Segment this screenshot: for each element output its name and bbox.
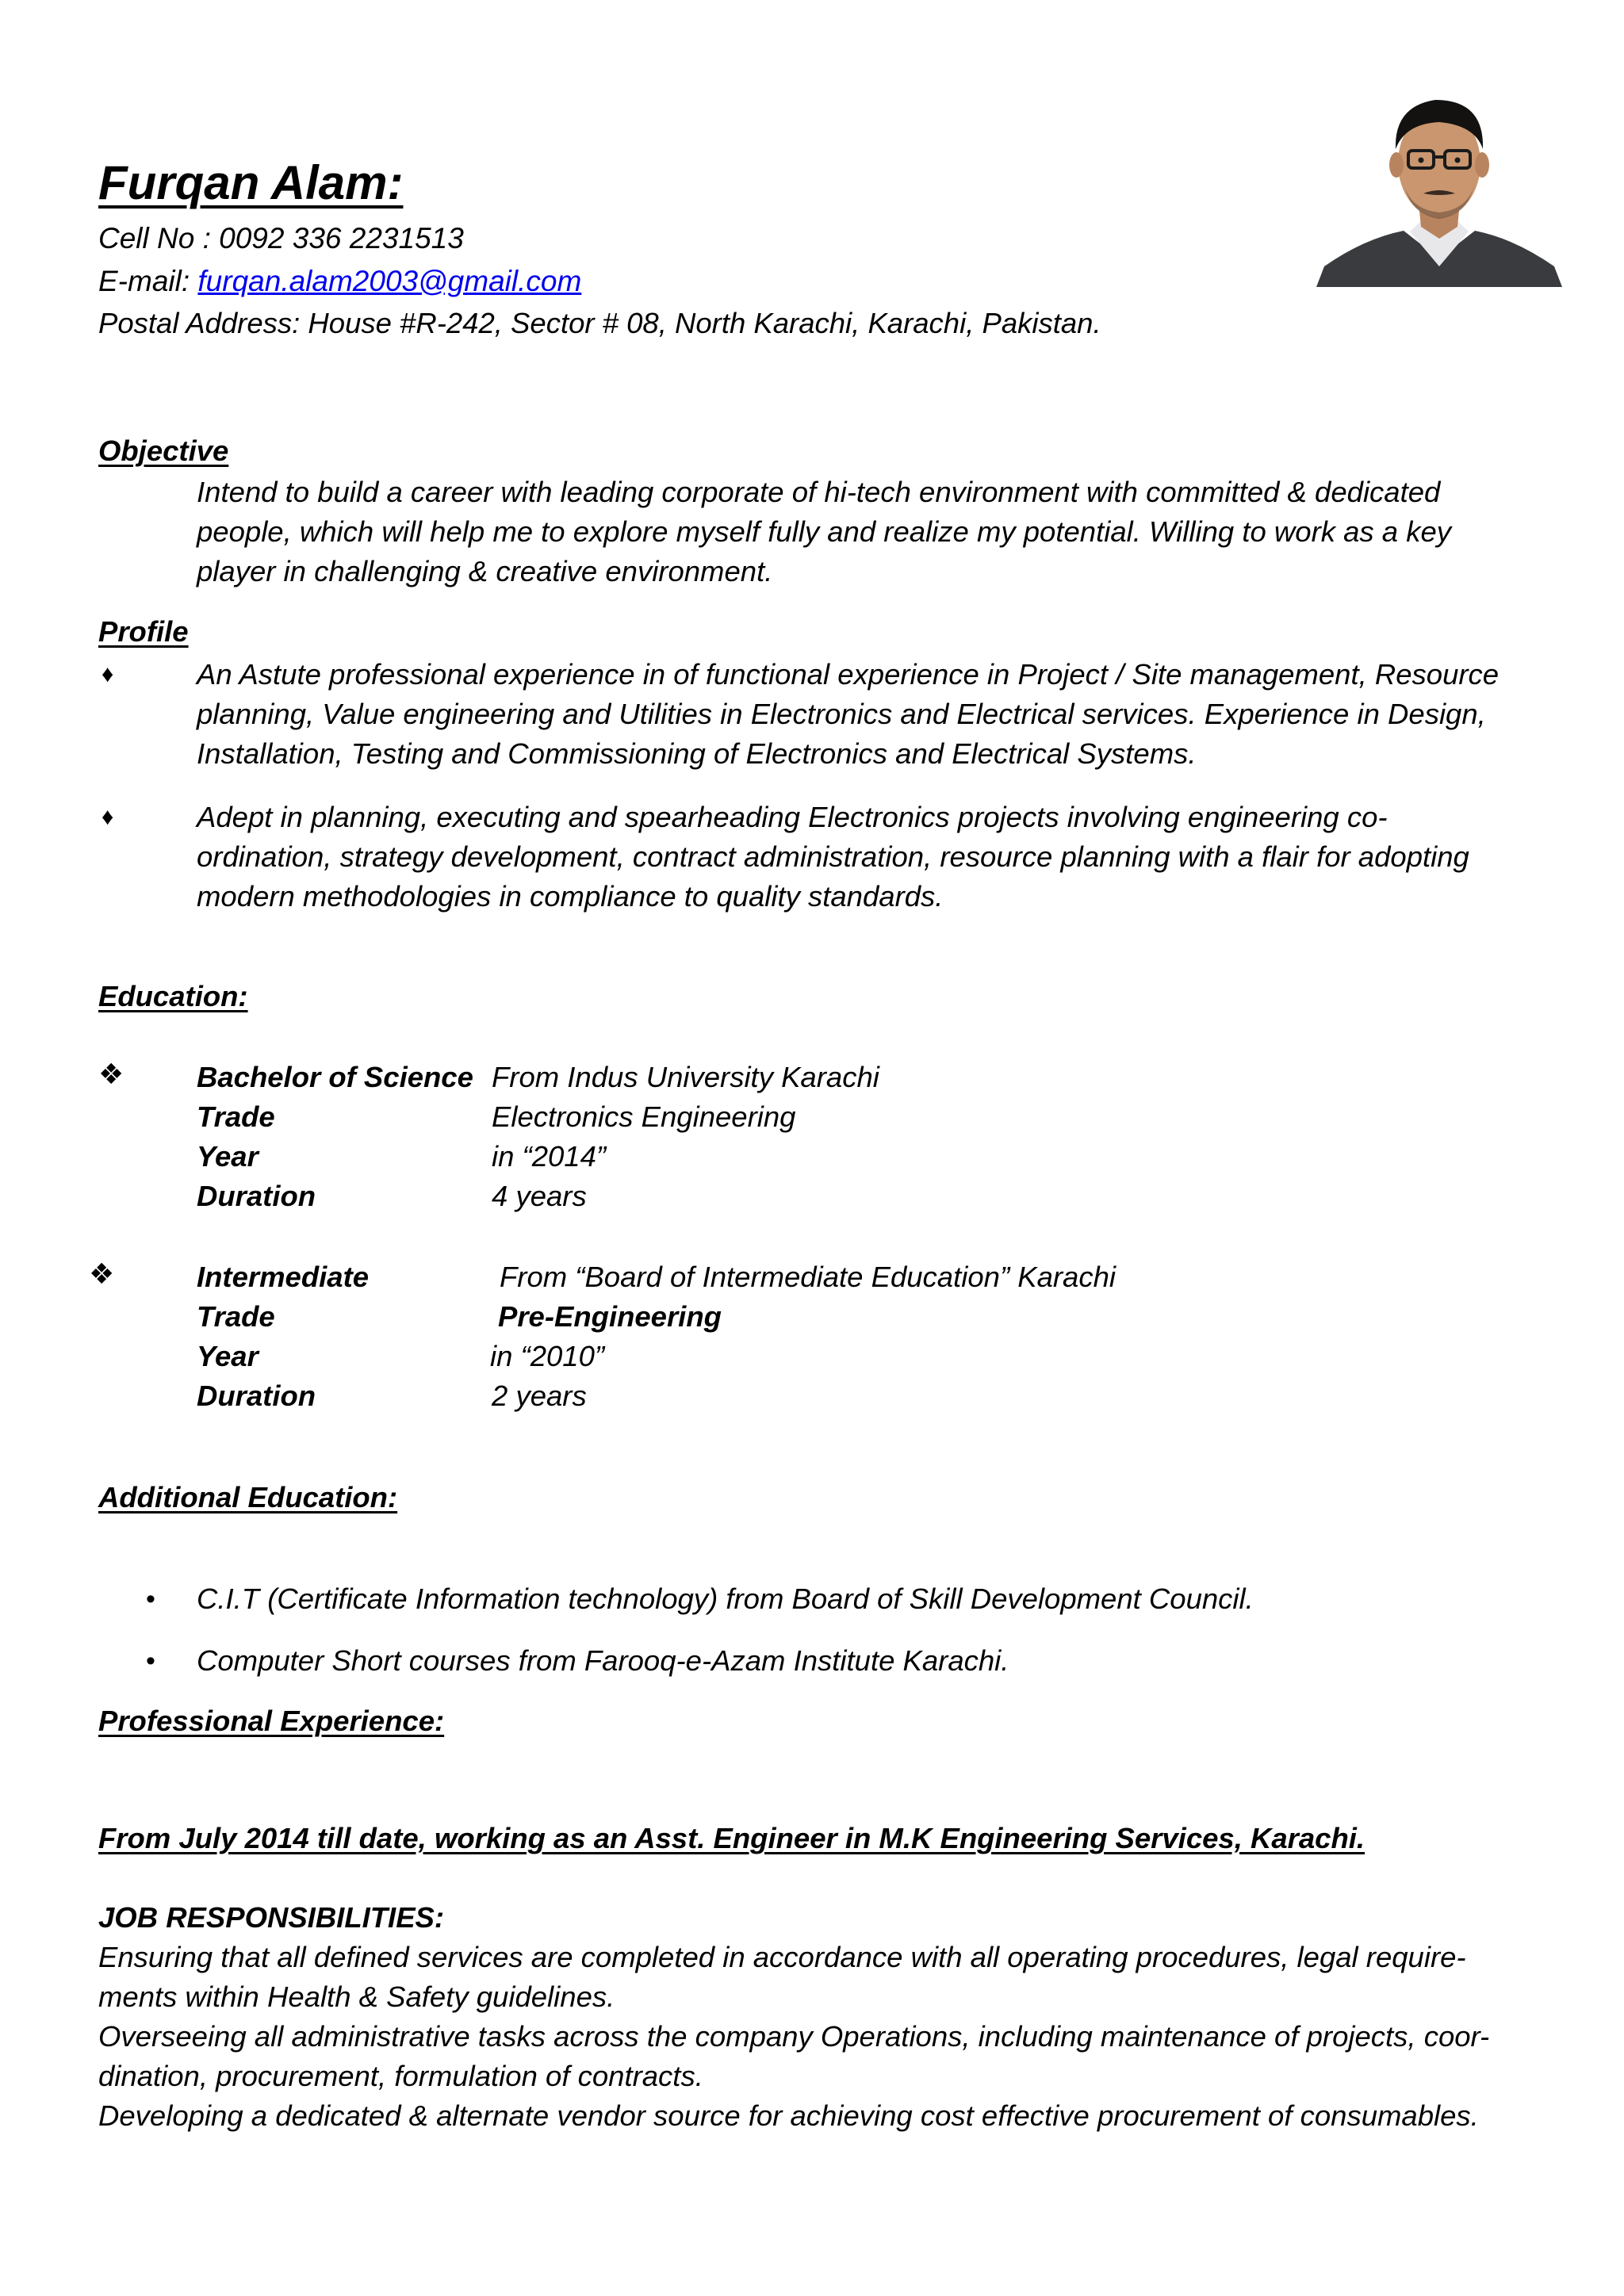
- additional-item: Computer Short courses from Farooq-e-Azam Institute Karachi.: [197, 1644, 1009, 1677]
- responsibility-line: dination, procurement, formulation of contracts.: [98, 2060, 703, 2092]
- profile-photo-image: [1316, 76, 1562, 287]
- fleur-bullet-icon: ❖: [89, 1257, 115, 1290]
- trade-value: Electronics Engineering: [492, 1100, 796, 1133]
- year-label: Year: [197, 1340, 259, 1372]
- diamond-bullet-icon: ♦: [102, 804, 114, 830]
- fleur-bullet-icon: ❖: [98, 1058, 124, 1090]
- responsibility-line: Developing a dedicated & alternate vendor source for achieving cost effective procurement of consumables.: [98, 2099, 1479, 2132]
- trade-value: Pre-Engineering: [498, 1300, 722, 1333]
- profile-item-2-line-1: Adept in planning, executing and spearheading Electronics projects involving engineering co-: [197, 801, 1388, 833]
- year-value: in “2010”: [490, 1340, 605, 1372]
- profile-item-2-line-2: ordination, strategy development, contract administration, resource planning with a flair for adopting: [197, 840, 1469, 873]
- email-link[interactable]: furqan.alam2003@gmail.com: [197, 265, 582, 297]
- objective-line-1: Intend to build a career with leading corporate of hi-tech environment with committed & dedicated: [197, 476, 1441, 508]
- degree-label: Bachelor of Science: [197, 1061, 473, 1093]
- profile-heading: Profile: [98, 615, 189, 648]
- duration-label: Duration: [197, 1380, 316, 1412]
- job-responsibilities-heading: JOB RESPONSIBILITIES:: [98, 1901, 445, 1934]
- email-label: E-mail:: [98, 265, 198, 297]
- diamond-bullet-icon: ♦: [102, 661, 114, 687]
- dot-bullet-icon: •: [146, 1646, 155, 1676]
- dot-bullet-icon: •: [146, 1584, 155, 1614]
- trade-label: Trade: [197, 1100, 275, 1133]
- email-line: [98, 265, 581, 298]
- profile-item-1-line-2: planning, Value engineering and Utilities in Electronics and Electrical services. Experience in Design,: [197, 698, 1486, 730]
- objective-line-3: player in challenging & creative environment.: [197, 555, 773, 587]
- profile-item-1-line-1: An Astute professional experience in of functional experience in Project / Site management, Resource: [197, 658, 1500, 691]
- responsibility-line: Overseeing all administrative tasks across the company Operations, including maintenance of projects, coor-: [98, 2020, 1490, 2053]
- degree-value: From “Board of Intermediate Education” Karachi: [500, 1261, 1116, 1293]
- postal-address: Postal Address: House #R-242, Sector # 08, North Karachi, Karachi, Pakistan.: [98, 307, 1101, 339]
- candidate-name: Furqan Alam:: [98, 156, 404, 209]
- duration-value: 2 years: [492, 1380, 587, 1412]
- trade-label: Trade: [197, 1300, 275, 1333]
- year-value: in “2014”: [492, 1140, 607, 1173]
- duration-label: Duration: [197, 1180, 316, 1212]
- objective-heading: Objective: [98, 434, 229, 467]
- objective-line-2: people, which will help me to explore myself fully and realize my potential. Willing to work as a key: [197, 515, 1452, 548]
- cell-number: Cell No : 0092 336 2231513: [98, 222, 464, 254]
- education-heading: Education:: [98, 980, 248, 1012]
- position-line: From July 2014 till date, working as an Asst. Engineer in M.K Engineering Services, Karachi.: [98, 1822, 1365, 1854]
- responsibility-line: ments within Health & Safety guidelines.: [98, 1980, 615, 2013]
- profile-item-1-line-3: Installation, Testing and Commissioning of Electronics and Electrical Systems.: [197, 737, 1197, 770]
- additional-education-heading: Additional Education:: [98, 1481, 398, 1513]
- profile-photo: [1316, 76, 1562, 287]
- degree-value: From Indus University Karachi: [492, 1061, 879, 1093]
- duration-value: 4 years: [492, 1180, 587, 1212]
- profile-item-2-line-3: modern methodologies in compliance to quality standards.: [197, 880, 944, 913]
- degree-label: Intermediate: [197, 1261, 370, 1293]
- professional-experience-heading: Professional Experience:: [98, 1705, 445, 1737]
- additional-item: C.I.T (Certificate Information technology) from Board of Skill Development Council.: [197, 1582, 1254, 1615]
- year-label: Year: [197, 1140, 259, 1173]
- responsibility-line: Ensuring that all defined services are completed in accordance with all operating procedures, legal require-: [98, 1941, 1466, 1973]
